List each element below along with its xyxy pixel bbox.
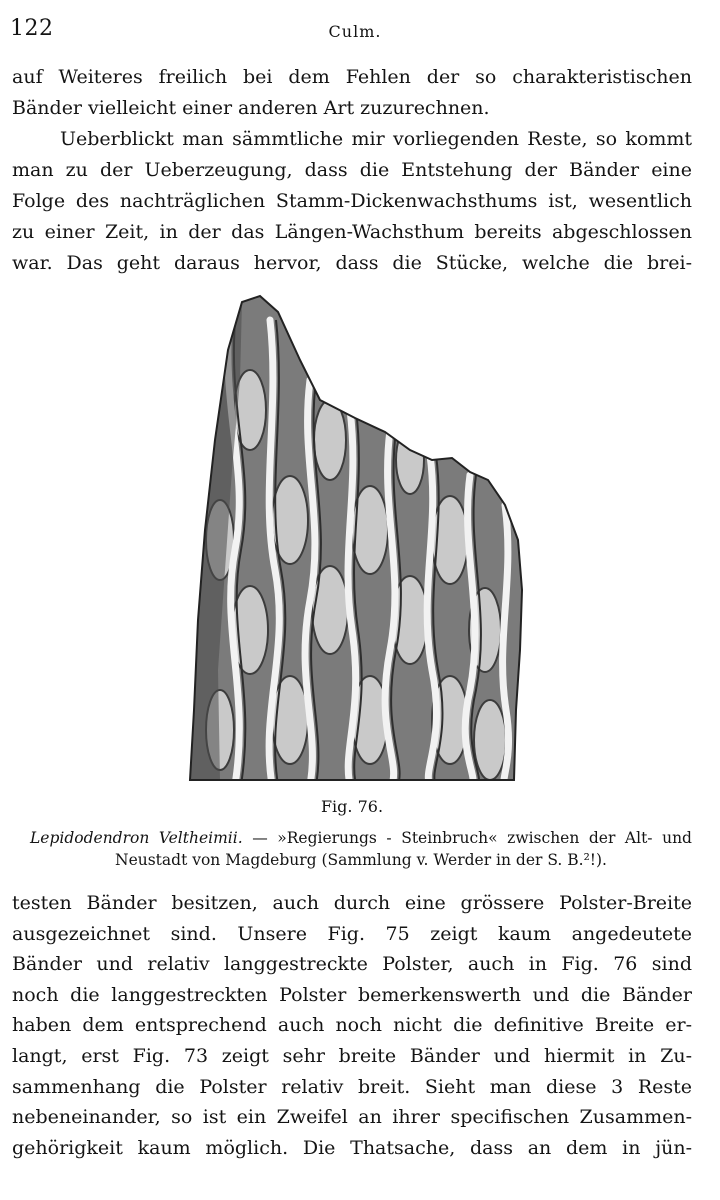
caption-line-1	[30, 827, 692, 849]
fossil-illustration	[180, 290, 540, 785]
text-line: ausgezeichnet sind. Unsere Fig. 75 zeigt kaum angedeutete	[12, 922, 692, 945]
body-text-top	[12, 62, 692, 279]
caption-locality: — »Regierungs - Steinbruch« zwischen der Alt- und	[242, 829, 692, 847]
caption-species: Lepidodendron Veltheimii.	[30, 829, 243, 847]
text-line: testen Bänder besitzen, auch durch eine grössere Polster-Breite	[12, 892, 692, 914]
fossil-drawing	[180, 290, 540, 785]
text-line: Ueberblickt man sämmtliche mir vorliegenden Reste, so kommt	[60, 128, 692, 150]
text-line: war. Das geht daraus hervor, dass die Stücke, welche die brei-	[12, 252, 692, 274]
text-line: langt, erst Fig. 73 zeigt sehr breite Bänder und hiermit in Zu-	[12, 1044, 692, 1067]
page-number: 122	[10, 16, 54, 41]
text-line: Bänder und relativ langgestreckte Polster, auch in Fig. 76 sind	[12, 953, 692, 976]
text-line: man zu der Ueberzeugung, dass die Entstehung der Bänder eine	[12, 159, 692, 181]
text-line: sammenhang die Polster relativ breit. Sieht man diese 3 Reste	[12, 1075, 692, 1098]
text-line: Folge des nachträglichen Stamm-Dickenwachsthums ist, wesentlich	[12, 190, 692, 212]
text-line: haben dem entsprechend auch noch nicht die definitive Breite er-	[12, 1014, 692, 1037]
figure-label: Fig. 76.	[320, 797, 384, 816]
page-header	[10, 14, 700, 44]
text-line: auf Weiteres freilich bei dem Fehlen der so charakteristischen	[12, 66, 692, 88]
caption-line-2: Neustadt von Magdeburg (Sammlung v. Werder in der S. B.²!).	[115, 851, 607, 869]
running-title: Culm.	[328, 22, 382, 41]
text-line: Bänder vielleicht einer anderen Art zuzurechnen.	[12, 97, 490, 119]
text-line: gehörigkeit kaum möglich. Die Thatsache, dass an dem in jün-	[12, 1136, 692, 1159]
body-text-bottom	[12, 888, 692, 1163]
text-line: noch die langgestreckten Polster bemerkenswerth und die Bänder	[12, 983, 692, 1006]
text-line: nebeneinander, so ist ein Zweifel an ihrer specifischen Zusammen-	[12, 1106, 692, 1129]
text-line: zu einer Zeit, in der das Längen-Wachsthum bereits abgeschlossen	[12, 221, 692, 243]
